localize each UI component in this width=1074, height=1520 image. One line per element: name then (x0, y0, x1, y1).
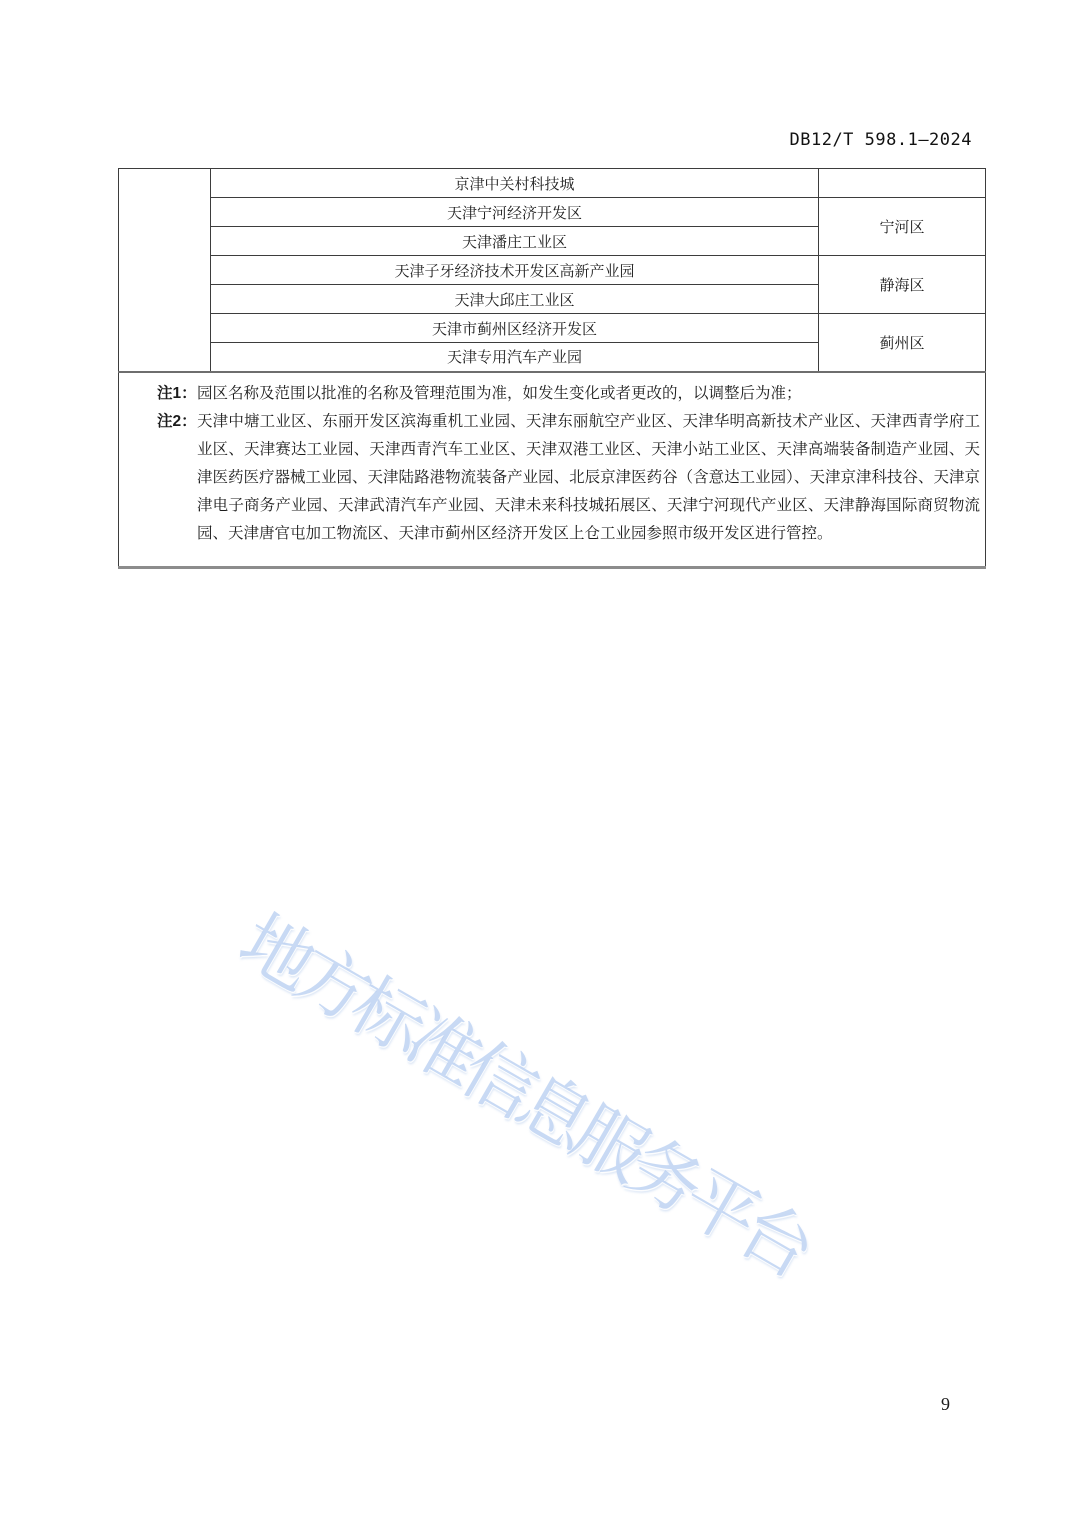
notes-row (119, 372, 986, 568)
table-row (119, 314, 986, 343)
table-row (119, 256, 986, 285)
park-name-cell: 天津潘庄工业区 (211, 227, 819, 256)
note-1-label: 注1： (157, 384, 197, 402)
park-name-cell: 天津市蓟州区经济开发区 (211, 314, 819, 343)
park-name-cell: 天津专用汽车产业园 (211, 343, 819, 372)
notes-cell (119, 372, 986, 568)
page-number: 9 (941, 1394, 950, 1414)
park-name-cell: 天津宁河经济开发区 (211, 198, 819, 227)
table-row (119, 198, 986, 227)
note-1-text: 园区名称及范围以批准的名称及管理范围为准，如发生变化或者更改的，以调整后为准； (197, 384, 802, 402)
diagonal-watermark: 地方标准信息服务平台 (226, 900, 821, 1290)
district-cell: 静海区 (819, 256, 986, 314)
industrial-parks-table (118, 168, 986, 569)
note-2 (119, 408, 980, 548)
district-cell: 蓟州区 (819, 314, 986, 372)
park-name-cell: 京津中关村科技城 (211, 169, 819, 198)
note-2-label: 注2： (157, 412, 197, 430)
district-cell: 宁河区 (819, 198, 986, 256)
park-name-cell: 天津大邱庄工业区 (211, 285, 819, 314)
note-2-text: 天津中塘工业区、东丽开发区滨海重机工业园、天津东丽航空产业区、天津华明高新技术产业区、天津西青学府工业区、天津赛达工业园、天津西青汽车工业区、天津双港工业区、天津小站工业区、天津高端装备制造产业园、天津医药医疗器械工业园、天津陆路港物流装备产业园、北辰京津医药谷（含意达工业园）、天津京津科技谷、天津京津电子商务产业园、天津武清汽车产业园、天津未来科技城拓展区、天津宁河现代产业区、天津静海国际商贸物流园、天津唐官屯加工物流区、天津市蓟州区经济开发区上仓工业园参照市级开发区进行管控。 (197, 412, 980, 542)
standard-number-header: DB12/T 598.1—2024 (789, 130, 972, 150)
table-row (119, 169, 986, 198)
district-cell (819, 169, 986, 198)
category-spanner-cell (119, 169, 211, 372)
park-name-cell: 天津子牙经济技术开发区高新产业园 (211, 256, 819, 285)
note-1 (119, 380, 980, 408)
